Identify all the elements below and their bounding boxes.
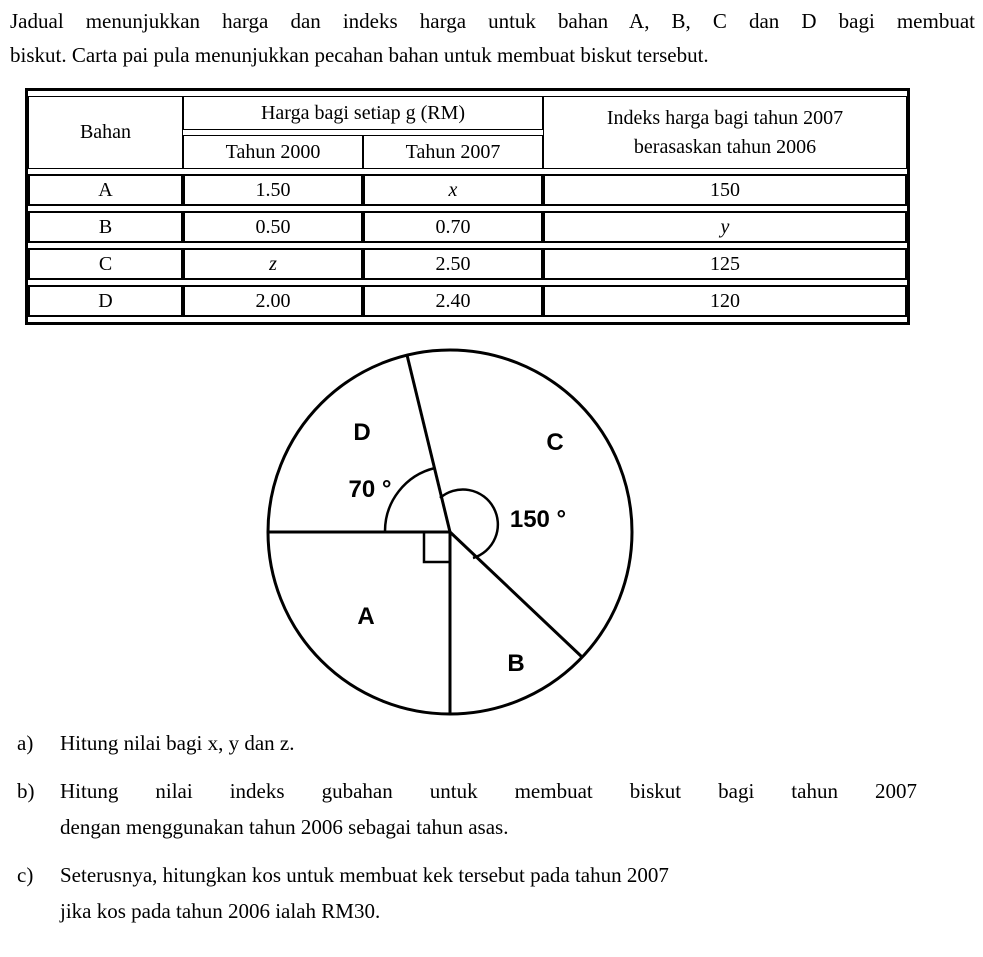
- cell-bahan: D: [28, 285, 183, 317]
- price-table-wrapper: [25, 88, 910, 325]
- slice-label-a: A: [357, 603, 375, 630]
- table-header-row-1: [28, 96, 907, 130]
- slice-label-c: C: [546, 429, 564, 456]
- pie-divider-top: [407, 355, 450, 532]
- cell-tahun-2000: z: [183, 248, 363, 280]
- table-row: [28, 174, 907, 206]
- question-a-letter: a): [17, 731, 34, 755]
- angle-label-c: 150 °: [509, 506, 567, 533]
- cell-bahan: A: [28, 174, 183, 206]
- question-a: [17, 725, 917, 761]
- question-a-text: Hitung nilai bagi x, y dan z.: [60, 731, 295, 755]
- question-c-letter: c): [17, 863, 34, 887]
- question-c: [17, 857, 917, 929]
- header-tahun-2007: Tahun 2007: [363, 135, 543, 169]
- header-harga: Harga bagi setiap g (RM): [183, 96, 543, 130]
- question-b-line-2: dengan menggunakan tahun 2006 sebagai tahun asas.: [60, 815, 509, 839]
- cell-tahun-2007: 2.50: [363, 248, 543, 280]
- table-row: [28, 285, 907, 317]
- header-indeks-line-1: Indeks harga bagi tahun 2007: [606, 106, 844, 129]
- question-list: [17, 725, 917, 941]
- cell-tahun-2007: x: [363, 174, 543, 206]
- cell-indeks: 125: [543, 248, 907, 280]
- table-row: [28, 211, 907, 243]
- slice-label-b: B: [507, 650, 525, 677]
- cell-tahun-2007: 2.40: [363, 285, 543, 317]
- cell-bahan: B: [28, 211, 183, 243]
- question-b-line-1: Hitung nilai indeks gubahan untuk membuat biskut bagi tahun 2007: [60, 779, 917, 803]
- header-indeks-line-2: berasaskan tahun 2006: [633, 135, 817, 158]
- cell-tahun-2007: 0.70: [363, 211, 543, 243]
- table-row: [28, 248, 907, 280]
- question-b-letter: b): [17, 779, 35, 803]
- intro-line-2: biskut. Carta pai pula menunjukkan pecahan bahan untuk membuat biskut tersebut.: [10, 43, 709, 67]
- header-indeks: [543, 96, 907, 169]
- angle-label-d: 70 °: [348, 476, 392, 503]
- cell-tahun-2000: 0.50: [183, 211, 363, 243]
- right-angle-marker: [424, 532, 450, 562]
- cell-tahun-2000: 1.50: [183, 174, 363, 206]
- question-c-line-2: jika kos pada tahun 2006 ialah RM30.: [60, 899, 381, 923]
- header-tahun-2000: Tahun 2000: [183, 135, 363, 169]
- question-c-line-1: Seterusnya, hitungkan kos untuk membuat kek tersebut pada tahun 2007: [60, 863, 669, 887]
- price-index-table: [25, 88, 910, 325]
- header-bahan: Bahan: [28, 96, 183, 169]
- cell-indeks: 120: [543, 285, 907, 317]
- cell-bahan: C: [28, 248, 183, 280]
- intro-paragraph: [10, 4, 975, 72]
- intro-line-1: Jadual menunjukkan harga dan indeks harga untuk bahan A, B, C dan D bagi membuat: [10, 9, 975, 33]
- question-b: [17, 773, 917, 845]
- cell-tahun-2000: 2.00: [183, 285, 363, 317]
- slice-label-d: D: [353, 419, 371, 446]
- pie-chart: [258, 340, 643, 725]
- pie-divider-lower-right: [450, 532, 582, 657]
- cell-indeks: y: [543, 211, 907, 243]
- angle-arc-d: [385, 468, 435, 532]
- cell-indeks: 150: [543, 174, 907, 206]
